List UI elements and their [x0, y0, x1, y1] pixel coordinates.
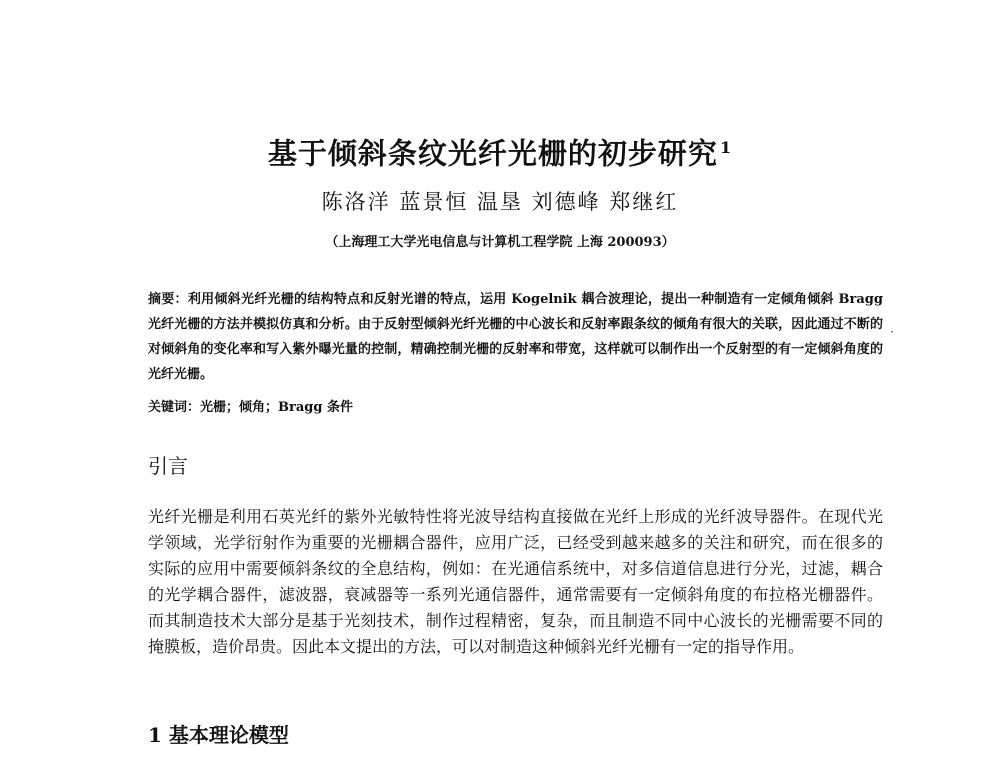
abstract-label: 摘要：	[148, 292, 188, 307]
author-list: 陈洛洋 蓝景恒 温垦 刘德峰 郑继红	[321, 190, 679, 214]
affiliation: （上海理工大学光电信息与计算机工程学院 上海 200093）	[325, 235, 675, 250]
paper-title-text: 基于倾斜条纹光纤光栅的初步研究	[267, 136, 718, 171]
section-1-heading: 1 基本理论模型	[148, 723, 289, 747]
title-footnote-marker: 1	[719, 138, 733, 157]
abstract	[148, 287, 883, 387]
intro-heading: 引言	[148, 454, 188, 478]
paper-title	[0, 130, 1000, 172]
keywords-text: 光栅；倾角；Bragg 条件	[200, 400, 353, 415]
keywords-label: 关键词：	[148, 400, 201, 415]
keywords	[148, 398, 883, 418]
margin-mark: ·	[890, 325, 894, 339]
abstract-text: 利用倾斜光纤光栅的结构特点和反射光谱的特点，运用 Kogelnik 耦合波理论，提出一种制造有一定倾角倾斜 Bragg 光纤光栅的方法并模拟仿真和分析。由于反射型倾斜光纤光栅的中心波长和反射率跟条纹的倾角有很大的关联，因此通过不断的对倾斜角的变化率和写入紫外曝光量的控制，精确控制光栅的反射率和带宽，这样就可以制作出一个反射型的有一定倾斜角度的光纤光栅。	[148, 292, 883, 382]
intro-paragraph: 光纤光栅是利用石英光纤的紫外光敏特性将光波导结构直接做在光纤上形成的光纤波导器件。在现代光学领域，光学衍射作为重要的光栅耦合器件，应用广泛，已经受到越来越多的关注和研究，而在很多的实际的应用中需要倾斜条纹的全息结构，例如：在光通信系统中，对多信道信息进行分光，过滤，耦合的光学耦合器件，滤波器，衰减器等一系列光通信器件，通常需要有一定倾斜角度的布拉格光栅器件。而其制造技术大部分是基于光刻技术，制作过程精密，复杂，而且制造不同中心波长的光栅需要不同的掩膜板，造价昂贵。因此本文提出的方法，可以对制造这种倾斜光纤光栅有一定的指导作用。	[148, 507, 883, 656]
